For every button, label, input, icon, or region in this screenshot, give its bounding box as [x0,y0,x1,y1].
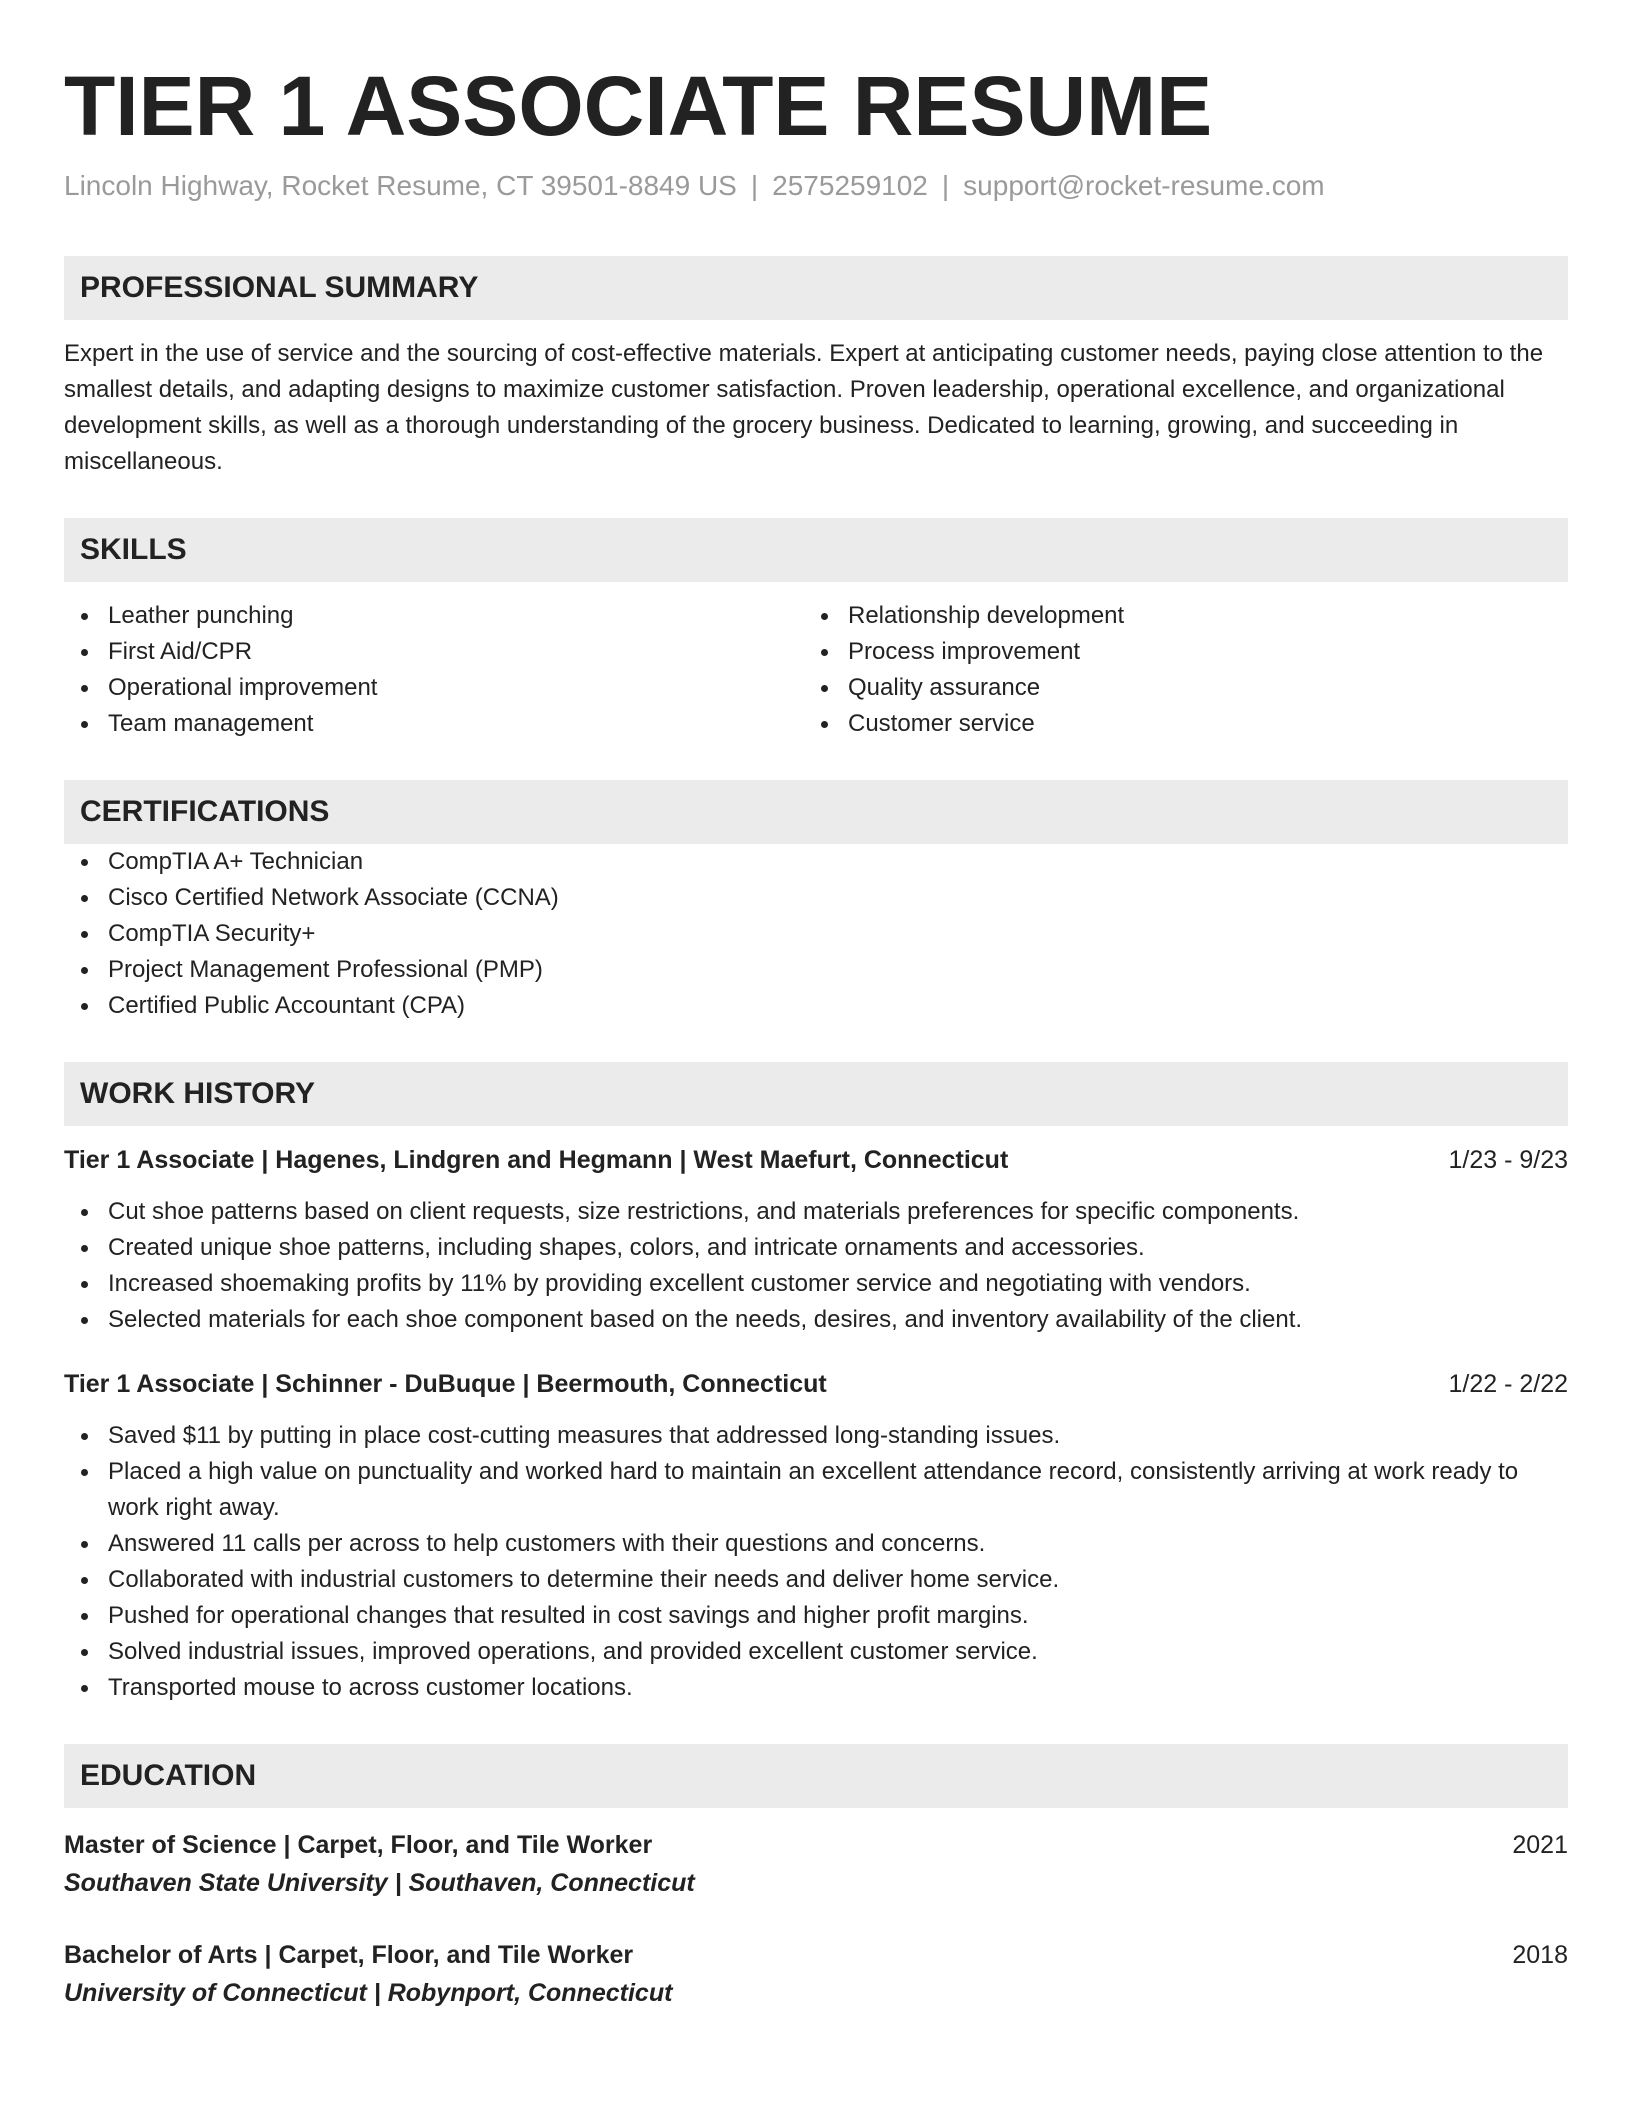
contact-line [64,168,1568,204]
education-year: 2018 [1512,1941,1568,1969]
job-bullet: Pushed for operational changes that resulted in cost savings and higher profit margins. [64,1598,1568,1634]
certification-item: CompTIA Security+ [64,916,1568,952]
skills-grid [64,598,1568,742]
skill-item: Process improvement [804,634,1544,670]
job-header [64,1366,1568,1402]
job-bullet: Solved industrial issues, improved operations, and provided excellent customer service. [64,1634,1568,1670]
education-header [64,1936,1568,1974]
job-bullet: Created unique shoe patterns, including shapes, colors, and intricate ornaments and accessories. [64,1230,1568,1266]
skill-item: Quality assurance [804,670,1544,706]
job-header [64,1142,1568,1178]
skill-item: Leather punching [64,598,804,634]
job-bullet: Cut shoe patterns based on client requests, size restrictions, and materials preferences for specific components. [64,1194,1568,1230]
section-heading-certifications: CERTIFICATIONS [64,780,1568,844]
education-entry [64,1826,1568,1902]
education-school: University of Connecticut | Robynport, Connecticut [64,1979,673,2007]
skill-item: Operational improvement [64,670,804,706]
skill-item: Relationship development [804,598,1544,634]
education-degree: Master of Science | Carpet, Floor, and Tile Worker [64,1831,653,1859]
section-heading-summary: PROFESSIONAL SUMMARY [64,256,1568,320]
skill-item: Customer service [804,706,1544,742]
job-entry [64,1142,1568,1338]
resume-title: TIER 1 ASSOCIATE RESUME [64,59,1213,153]
job-entry [64,1366,1568,1706]
skills-column-left [64,598,804,742]
section-heading-education: EDUCATION [64,1744,1568,1808]
certifications-list [64,844,1568,1024]
job-title: Tier 1 Associate | Hagenes, Lindgren and Hegmann | West Maefurt, Connecticut [64,1146,1009,1174]
job-bullet: Answered 11 calls per across to help customers with their questions and concerns. [64,1526,1568,1562]
skill-item: Team management [64,706,804,742]
section-heading-work-history: WORK HISTORY [64,1062,1568,1126]
job-dates: 1/23 - 9/23 [1448,1146,1568,1174]
skills-column-right [804,598,1544,742]
job-bullet: Collaborated with industrial customers to determine their needs and deliver home service. [64,1562,1568,1598]
job-title: Tier 1 Associate | Schinner - DuBuque | Beermouth, Connecticut [64,1370,827,1398]
education-entry [64,1936,1568,2012]
job-bullets [64,1194,1568,1338]
certification-item: CompTIA A+ Technician [64,844,1568,880]
contact-address: Lincoln Highway, Rocket Resume, CT 39501-8849 US [64,170,737,201]
skill-item: First Aid/CPR [64,634,804,670]
certification-item: Certified Public Accountant (CPA) [64,988,1568,1024]
contact-email: support@rocket-resume.com [963,170,1325,201]
job-bullet: Placed a high value on punctuality and worked hard to maintain an excellent attendance record, consistently arriving at work ready to work right away. [64,1454,1568,1526]
education-degree: Bachelor of Arts | Carpet, Floor, and Tile Worker [64,1941,634,1969]
certification-item: Cisco Certified Network Associate (CCNA) [64,880,1568,916]
contact-separator: | [750,170,759,201]
job-dates: 1/22 - 2/22 [1448,1370,1568,1398]
education-school: Southaven State University | Southaven, Connecticut [64,1869,695,1897]
job-bullet: Saved $11 by putting in place cost-cutting measures that addressed long-standing issues. [64,1418,1568,1454]
education-year: 2021 [1512,1831,1568,1859]
job-bullet: Selected materials for each shoe component based on the needs, desires, and inventory availability of the client. [64,1302,1568,1338]
summary-text: Expert in the use of service and the sourcing of cost-effective materials. Expert at anticipating customer needs, paying close attention to the smallest details, and adapting designs to maximize customer satisfaction. Proven leadership, operational excellence, and organizational development skills, as well as a thorough understanding of the grocery business. Dedicated to learning, growing, and succeeding in miscellaneous. [64,340,1544,475]
certification-item: Project Management Professional (PMP) [64,952,1568,988]
contact-separator: | [941,170,950,201]
job-bullets [64,1418,1568,1706]
contact-phone: 2575259102 [772,170,928,201]
job-bullet: Increased shoemaking profits by 11% by providing excellent customer service and negotiating with vendors. [64,1266,1568,1302]
section-heading-skills: SKILLS [64,518,1568,582]
job-bullet: Transported mouse to across customer locations. [64,1670,1568,1706]
education-header [64,1826,1568,1864]
